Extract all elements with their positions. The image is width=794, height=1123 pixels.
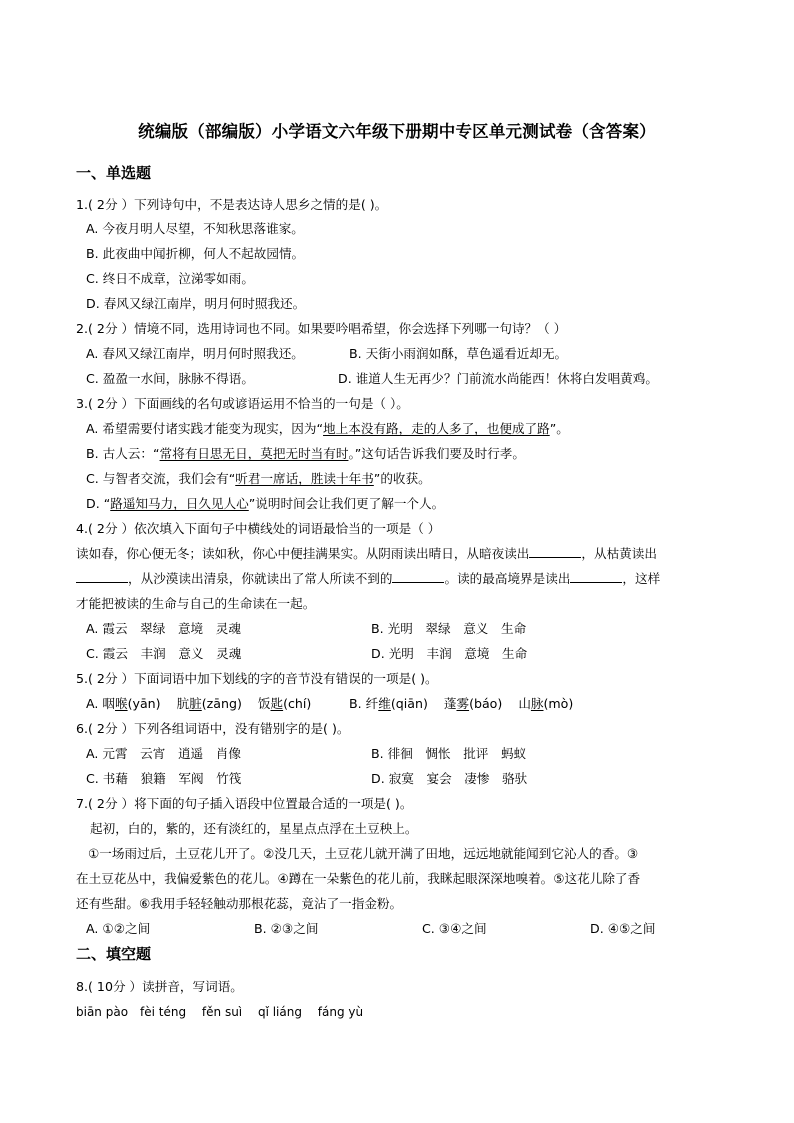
underlined-quote: 路遥知马力，日久见人心 — [110, 496, 249, 511]
question-7-stem: 7.( 2分 ）将下面的句子插入语段中位置最合适的一项是( )。 — [76, 796, 413, 811]
option-text: C. 与智者交流，我们会有“ — [86, 471, 236, 486]
question-4-passage-line-3: 才能把被读的生命与自己的生命读在一起。 — [76, 596, 316, 611]
question-8-pinyin-row: biān pào fèi téng fěn suì qǐ liáng fáng yù — [76, 1005, 364, 1019]
pinyin: (mò) — [543, 696, 574, 711]
question-6-option-a: A. 元霄 云宵 逍遥 肖像 — [86, 746, 241, 761]
question-5-option-b — [349, 695, 573, 713]
question-5-stem: 5.( 2分 ）下面词语中加下划线的字的音节没有错误的一项是( )。 — [76, 671, 438, 686]
question-4-passage-line-1 — [76, 545, 657, 563]
question-7-passage-line-3: 还有些甜。⑥我用手轻轻触动那根花蕊，竟沾了一指金粉。 — [76, 896, 403, 911]
option-text: ”。 — [549, 421, 569, 436]
question-2-option-b: B. 天街小雨润如酥，草色遥看近却无。 — [349, 346, 568, 361]
question-7-option-a: A. ①②之间 — [86, 921, 151, 936]
underlined-quote: 听君一席话，胜读十年书 — [235, 471, 374, 486]
page-title: 统编版（部编版）小学语文六年级下册期中专区单元测试卷（含答案） — [138, 122, 656, 141]
pinyin: (qiān) — [390, 696, 428, 711]
marked-char: 维 — [378, 696, 391, 711]
marked-char: 脉 — [530, 696, 544, 711]
option-text: D. “ — [86, 496, 111, 511]
marked-char: 雾 — [456, 696, 470, 711]
question-2-option-c: C. 盈盈一水间，脉脉不得语。 — [86, 371, 254, 386]
question-5-option-a — [86, 695, 311, 713]
question-3-option-b — [86, 445, 525, 463]
question-8-stem: 8.( 10分 ）读拼音，写词语。 — [76, 979, 243, 994]
question-7-option-c: C. ③④之间 — [422, 921, 487, 936]
question-7-passage-line-2: 在土豆花丛中，我偏爱紫色的花儿。④蹲在一朵紫色的花儿前，我眯起眼深深地嗅着。⑤这花儿除了香 — [76, 871, 641, 886]
word-char: 饭 — [257, 696, 271, 711]
question-3-option-a — [86, 420, 569, 438]
fill-blank — [76, 570, 128, 583]
marked-char: 脏 — [189, 696, 202, 711]
word-char: A. 咽 — [86, 696, 115, 711]
option-text: B. 古人云：“ — [86, 446, 160, 461]
fill-blank — [392, 570, 444, 583]
pinyin: (yān) — [127, 696, 161, 711]
word-char: B. 纤 — [349, 696, 379, 711]
word-char: 肮 — [176, 696, 190, 711]
question-7-insert-sentence: 起初，白的，紫的，还有淡红的，星星点点浮在土豆秧上。 — [90, 821, 418, 836]
question-6-option-b: B. 徘徊 惆怅 批评 蚂蚁 — [371, 746, 527, 761]
section-heading-single-choice: 一、单选题 — [76, 164, 152, 182]
word-char: 蓬 — [443, 696, 457, 711]
question-4-stem: 4.( 2分 ）依次填入下面句子中横线处的词语最恰当的一项是（ ） — [76, 521, 441, 536]
pinyin: (chí) — [283, 696, 312, 711]
question-4-passage-line-2 — [76, 570, 660, 588]
question-2-option-a: A. 春风又绿江南岸，明月何时照我还。 — [86, 346, 304, 361]
section-heading-fill-blank: 二、填空题 — [76, 945, 152, 963]
passage-text: 。读的最高境界是读出 — [444, 571, 571, 586]
question-4-option-a: A. 霞云 翠绿 意境 灵魂 — [86, 621, 241, 636]
question-4-option-b: B. 光明 翠绿 意义 生命 — [371, 621, 527, 636]
word-char: 山 — [518, 696, 531, 711]
question-6-option-c: C. 书藉 狼籍 军阀 竹筏 — [86, 771, 242, 786]
question-3-option-c — [86, 470, 431, 488]
fill-blank — [529, 545, 581, 558]
fill-blank — [570, 570, 622, 583]
question-1-option-b: B. 此夜曲中闻折柳，何人不起故园情。 — [86, 246, 305, 261]
question-6-stem: 6.( 2分 ）下列各组词语中，没有错别字的是( )。 — [76, 721, 350, 736]
question-7-option-b: B. ②③之间 — [254, 921, 319, 936]
passage-text: ，这样 — [622, 571, 661, 586]
passage-text: ，从枯黄读出 — [581, 546, 657, 561]
question-4-option-c: C. 霞云 丰润 意义 灵魂 — [86, 646, 242, 661]
option-text: 。”这句话告诉我们要及时行孝。 — [348, 446, 525, 461]
question-1-option-a: A. 今夜月明人尽望，不知秋思落谁家。 — [86, 221, 304, 236]
marked-char: 匙 — [270, 696, 284, 711]
question-4-option-d: D. 光明 丰润 意境 生命 — [371, 646, 528, 661]
passage-text: 读如春，你心便无冬；读如秋，你心中便挂满果实。从阴雨读出晴日，从暗夜读出 — [76, 546, 530, 561]
option-text: ”说明时间会让我们更了解一个人。 — [248, 496, 445, 511]
question-7-option-d: D. ④⑤之间 — [590, 921, 656, 936]
underlined-quote: 地上本没有路，走的人多了，也便成了路 — [323, 421, 550, 436]
pinyin: (báo) — [469, 696, 503, 711]
question-1-option-d: D. 春风又绿江南岸，明月何时照我还。 — [86, 296, 306, 311]
marked-char: 喉 — [115, 696, 128, 711]
passage-text: ，从沙漠读出清泉，你就读出了常人所读不到的 — [128, 571, 393, 586]
question-2-option-d: D. 谁道人生无再少？门前流水尚能西！休将白发唱黄鸡。 — [338, 371, 658, 386]
question-1-option-c: C. 终日不成章，泣涕零如雨。 — [86, 271, 254, 286]
question-6-option-d: D. 寂寞 宴会 凄惨 骆驮 — [371, 771, 528, 786]
question-7-passage-line-1: ①一场雨过后，土豆花儿开了。②没几天，土豆花儿就开满了田地，远远地就能闻到它沁人的香。③ — [88, 846, 639, 861]
underlined-quote: 常将有日思无日，莫把无时当有时 — [159, 446, 349, 461]
question-1-stem: 1.( 2分 ）下列诗句中，不是表达诗人思乡之情的是( )。 — [76, 197, 388, 212]
pinyin: (zāng) — [201, 696, 242, 711]
question-2-stem: 2.( 2分 ）情境不同，选用诗词也不同。如果要吟唱希望，你会选择下列哪一句诗？（ ） — [76, 321, 567, 336]
option-text: A. 希望需要付诸实践才能变为现实，因为“ — [86, 421, 324, 436]
question-3-option-d — [86, 495, 444, 513]
question-3-stem: 3.( 2分 ）下面画线的名句或谚语运用不恰当的一句是（ ）。 — [76, 396, 409, 411]
option-text: ”的收获。 — [373, 471, 431, 486]
